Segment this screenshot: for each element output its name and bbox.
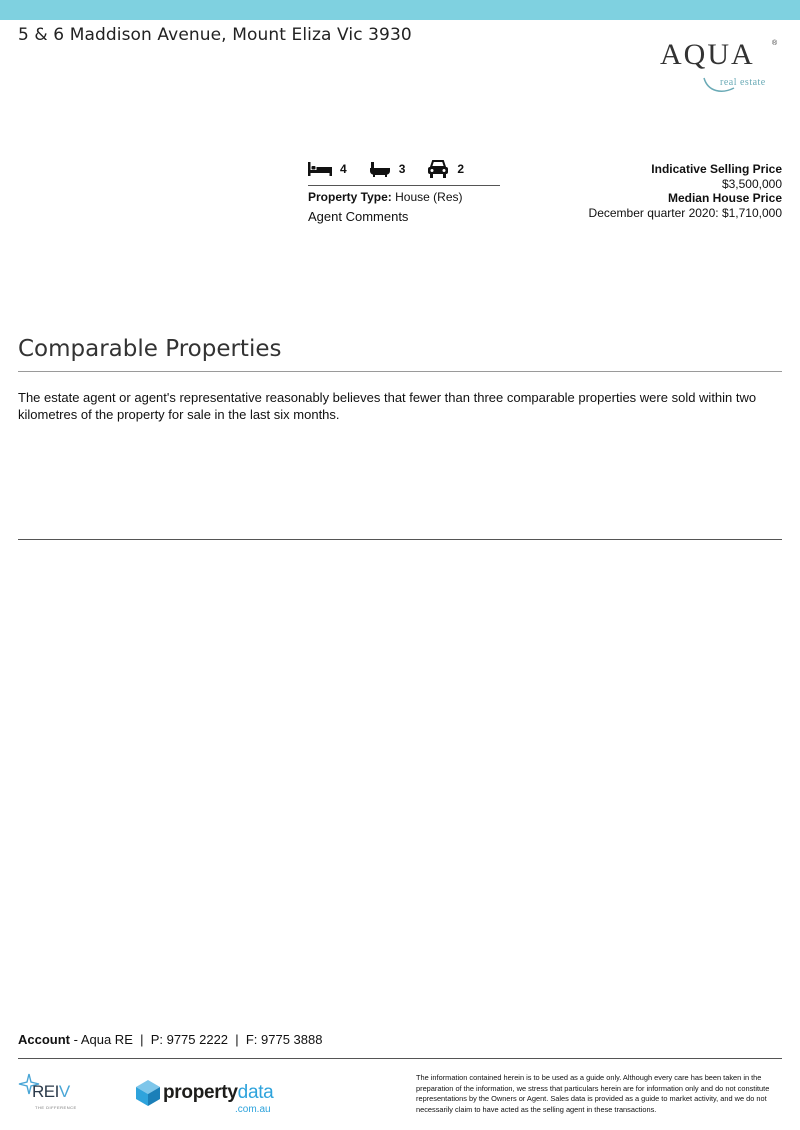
logo-subtitle: real estate [720,77,766,88]
account-label: Account [18,1032,70,1047]
feature-bathrooms [369,161,406,177]
account-line [18,1032,322,1047]
reiv-logo [18,1073,88,1117]
indicative-price-label: Indicative Selling Price [651,162,782,176]
features-divider [308,185,500,186]
top-accent-bar [0,0,800,20]
section-divider [18,371,782,372]
feature-bedrooms [308,162,347,176]
reiv-tagline: THE DIFFERENCE [35,1105,77,1110]
median-price-label: Median House Price [667,191,782,205]
median-price-value: December quarter 2020: $1,710,000 [588,205,782,220]
propertydata-word-property: property [163,1082,238,1103]
logo-swoosh-icon [660,38,782,100]
bedroom-count: 4 [340,162,347,176]
bathroom-count: 3 [398,162,406,176]
reiv-wordmark-v: V [58,1082,70,1101]
property-type [308,190,463,204]
carspace-count: 2 [457,162,465,176]
footer-divider [18,1058,782,1059]
comparable-properties-body: The estate agent or agent's representative reasonably believes that fewer than three comparable properties were sold within two kilometres of the property for sale in the last six months. [18,390,757,422]
feature-carspaces [427,160,464,178]
property-address: 5 & 6 Maddison Avenue, Mount Eliza Vic 3930 [18,25,412,45]
propertydata-logo [135,1077,280,1119]
propertydata-wordmark [163,1082,273,1104]
price-summary [589,162,782,220]
reiv-wordmark [32,1082,70,1102]
bath-icon [369,161,391,177]
propertydata-word-data: data [237,1082,274,1103]
bed-icon [308,162,332,176]
reiv-wordmark-rei: REI [32,1082,59,1101]
agent-comments: Agent Comments [308,209,409,224]
indicative-price-value: $3,500,000 [721,176,782,191]
logo-registered-mark: ® [772,40,778,47]
propertydata-cube-icon [135,1079,161,1107]
propertydata-domain: .com.au [235,1104,271,1115]
property-features [308,156,500,182]
property-type-label: Property Type: [308,190,392,204]
property-type-value: House (Res) [395,190,463,204]
disclaimer-text: The information contained herein is to be used as a guide only. Although every care has been taken in the preparation of the information, we stress that particulars herein are for information only and do not constitute representations by the Owners or Agent. Sales data is provided as a guide to market activity, and we do not necessarily claim to have acted as the selling agent in these transactions. [416,1073,770,1114]
aqua-logo [660,38,782,100]
logo-wordmark: AQUA [660,38,755,71]
comparable-properties-title: Comparable Properties [18,336,282,362]
account-details: - Aqua RE | P: 9775 2222 | F: 9775 3888 [70,1032,323,1047]
car-icon [427,160,449,178]
section-end-divider [18,539,782,540]
